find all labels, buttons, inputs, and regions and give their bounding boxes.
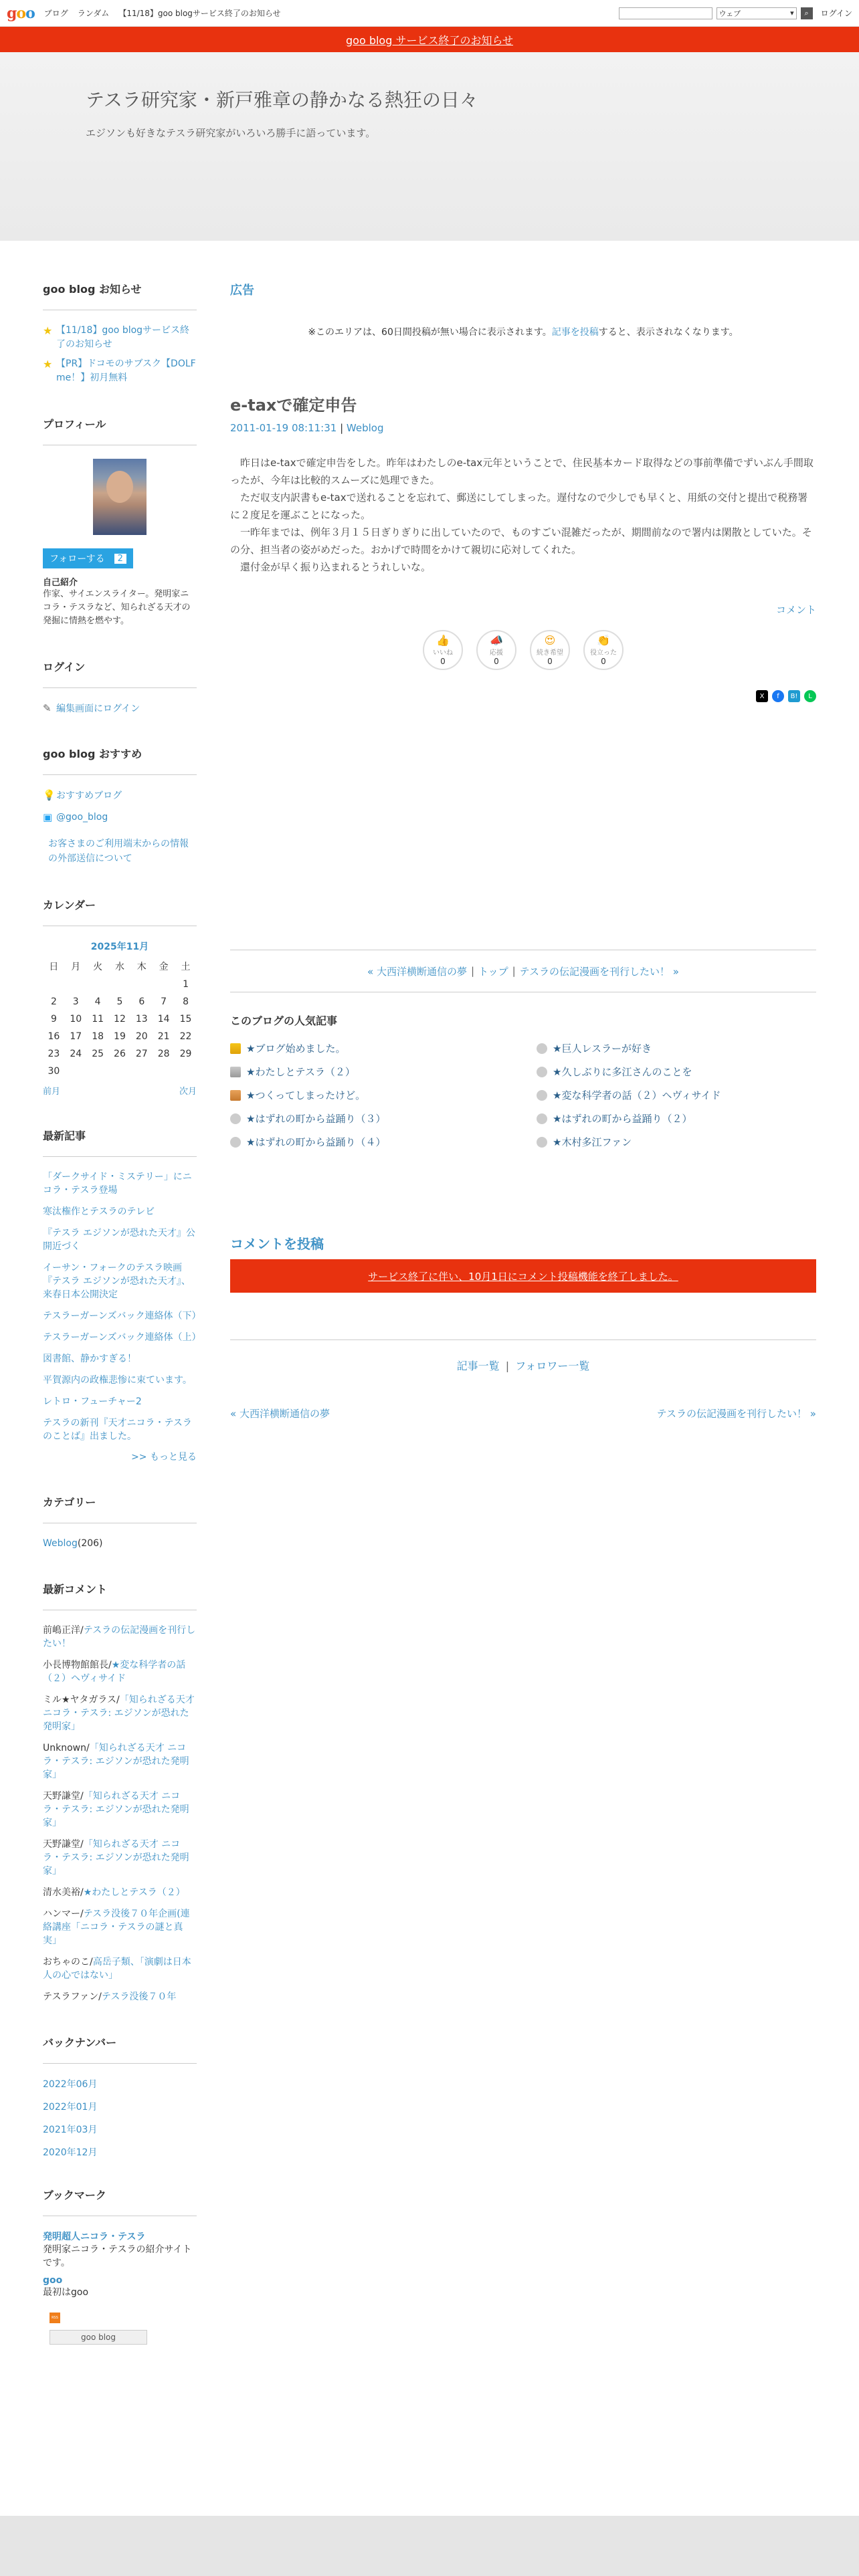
calendar-heading: カレンダー <box>43 897 197 926</box>
goo-notice-heading: goo blog お知らせ <box>43 281 197 310</box>
popular-item[interactable] <box>537 1041 816 1055</box>
blog-header <box>0 52 859 241</box>
popular-item[interactable] <box>537 1111 816 1125</box>
thumbs-up-icon: 👍 <box>436 634 450 647</box>
goo-notice-section <box>43 281 197 385</box>
rank-dot-icon <box>537 1113 547 1124</box>
ad-heading: 広告 <box>230 284 254 298</box>
external-transmission-link[interactable]: お客さまのご利用端末からの情報の外部送信について <box>48 839 189 864</box>
calendar-day: 4 <box>94 996 101 1007</box>
reaction-count: 0 <box>547 657 553 666</box>
calendar-day: 19 <box>114 1031 126 1042</box>
calendar-day: 28 <box>157 1049 170 1059</box>
calendar-day <box>109 976 131 993</box>
recent-comment-item <box>43 1693 197 1733</box>
recent-post-link[interactable]: 図書館、静かすぎる！ <box>43 1354 136 1364</box>
calendar-day: 30 <box>47 1066 60 1077</box>
post-date[interactable]: 2011-01-19 08:11:31 <box>230 422 337 434</box>
rank-crown-icon <box>230 1090 241 1101</box>
calendar-day: 6 <box>138 996 145 1007</box>
reaction-label: 続き希望 <box>537 649 563 657</box>
bookmark-link[interactable]: goo <box>43 2275 63 2286</box>
comment-author: 清水美裕/ <box>43 1887 84 1898</box>
calendar-day: 15 <box>179 1014 192 1025</box>
goo-notice-link[interactable]: 【PR】ドコモのサブスク【DOLF me！】初月無料 <box>56 358 196 383</box>
calendar-day <box>130 1063 153 1080</box>
calendar-day: 13 <box>135 1014 148 1025</box>
comment-author: 小長博物館館長/ <box>43 1660 112 1671</box>
profile-section <box>43 416 197 628</box>
goo-notice-link[interactable]: 【11/18】goo blogサービス終了のお知らせ <box>56 325 190 350</box>
calendar-week <box>43 1063 197 1080</box>
rank-dot-icon <box>537 1090 547 1101</box>
backnumber-section <box>43 2034 197 2156</box>
profile-intro-label: 自己紹介 <box>43 578 78 588</box>
bookmark-heading: ブックマーク <box>43 2187 197 2216</box>
article-list-link[interactable]: 記事一覧 <box>456 1360 500 1372</box>
recent-post-link[interactable]: 『テスラ エジソンが恐れた天才』公開近づく <box>43 1228 195 1252</box>
comment-author: おちゃのこ/ <box>43 1957 93 1967</box>
category-item[interactable] <box>43 1537 197 1550</box>
calendar-day: 22 <box>179 1031 192 1042</box>
recent-post-link[interactable]: レトロ・フューチャー2 <box>43 1396 142 1407</box>
popular-link[interactable]: ★つくってしまったけど。 <box>246 1089 366 1101</box>
recent-post-link[interactable]: 寒汰権作とテスラのテレビ <box>43 1206 155 1217</box>
popular-link[interactable]: ★久しぶりに多江さんのことを <box>553 1066 692 1078</box>
rank-dot-icon <box>537 1137 547 1148</box>
calendar-day <box>109 1063 131 1080</box>
global-toolbar <box>0 0 859 27</box>
calendar-week <box>43 1010 197 1028</box>
recommend-blog-link[interactable]: おすすめブログ <box>56 790 122 801</box>
goo-logo[interactable]: goo <box>7 4 35 22</box>
post-article-link[interactable]: 記事を投稿 <box>551 327 599 338</box>
profile-avatar[interactable] <box>93 459 147 535</box>
calendar-day <box>65 1063 87 1080</box>
star-icon: ★ <box>43 358 53 370</box>
recent-posts-list <box>43 1170 201 1443</box>
recent-post-link[interactable]: 平賀源内の政権悲惨に束ています。 <box>43 1375 192 1386</box>
popular-link[interactable]: ★巨人レスラーが好き <box>553 1043 652 1055</box>
popular-item[interactable] <box>230 1088 510 1102</box>
backnumber-link[interactable]: 2022年01月 <box>43 2102 98 2113</box>
clap-icon: 👏 <box>597 634 610 647</box>
post-paragraph: 還付金が早く振り込まれるとうれしいな。 <box>240 561 432 573</box>
calendar-day <box>130 976 153 993</box>
bookmark-desc: 発明家ニコラ・テスラの紹介サイトです。 <box>43 2244 192 2268</box>
recent-post-link[interactable]: テスラの新刊『天才ニコラ・テスラのことば』出ました。 <box>43 1418 192 1442</box>
recent-comments-heading: 最新コメント <box>43 1581 197 1610</box>
edit-login-link[interactable]: 編集画面にログイン <box>56 704 140 714</box>
service-end-notice <box>0 27 859 52</box>
post-title[interactable]: e-taxで確定申告 <box>230 396 357 415</box>
rss-icon[interactable]: RSS <box>50 2313 60 2323</box>
search-input[interactable] <box>619 7 712 19</box>
calendar-month[interactable]: 2025年11月 <box>90 942 149 952</box>
post-navigation: « 大西洋横断通信の夢 | トップ | テスラの伝記漫画を刊行したい！ » <box>230 950 816 992</box>
toplink-service-end[interactable]: 【11/18】goo blogサービス終了のお知らせ <box>118 9 281 18</box>
calendar-day <box>153 976 175 993</box>
follow-button[interactable] <box>43 548 133 568</box>
calendar-day: 7 <box>161 996 167 1007</box>
share-buttons <box>230 690 816 702</box>
popular-link[interactable]: ★はずれの町から益踊り（４） <box>246 1136 386 1148</box>
hatena-share-icon[interactable]: B! <box>788 690 800 702</box>
calendar-day: 8 <box>183 996 189 1007</box>
calendar-day: 18 <box>92 1031 104 1042</box>
bottom-post-navigation <box>230 1406 816 1420</box>
comment-author: ミル★ヤタガラス/ <box>43 1695 120 1705</box>
calendar-day <box>65 976 87 993</box>
calendar-day <box>87 1063 109 1080</box>
calendar-day: 10 <box>70 1014 82 1025</box>
content-container <box>0 241 859 2514</box>
calendar-day <box>43 976 65 993</box>
backnumber-link[interactable]: 2021年03月 <box>43 2125 98 2135</box>
calendar-prev-link[interactable]: 前月 <box>43 1087 61 1097</box>
calendar-day: 21 <box>157 1031 170 1042</box>
login-link[interactable]: ログイン <box>820 9 852 18</box>
calendar-week <box>43 993 197 1010</box>
megaphone-icon: 📣 <box>490 634 503 647</box>
calendar-day: 26 <box>114 1049 126 1059</box>
x-share-icon[interactable]: X <box>756 690 768 702</box>
recent-post-link[interactable]: テスラーガーンズバック連絡体（下） <box>43 1311 201 1321</box>
reaction-helpful[interactable] <box>583 630 624 670</box>
goo-blog-badge[interactable]: goo blog <box>50 2330 147 2345</box>
comment-article-link[interactable]: ★わたしとテスラ（２） <box>83 1887 185 1898</box>
post-paragraph: 昨日はe-taxで確定申告をした。昨年はわたしのe-tax元年ということで、住民基本カード取得などの事前準備でずいぶん手間取ったが、今年は比較的スムーズに処理できた。 <box>230 457 814 486</box>
popular-link[interactable]: ★変な科学者の話（２）ヘヴィサイド <box>553 1089 721 1101</box>
recent-post-item[interactable] <box>43 1226 197 1253</box>
search-icon: ⌕ <box>804 8 809 17</box>
list-navigation: 記事一覧 | フォロワー一覧 <box>230 1339 816 1373</box>
recent-post-item[interactable] <box>43 1374 197 1387</box>
top-link[interactable]: トップ <box>478 965 508 978</box>
search-scope-select[interactable] <box>717 7 797 19</box>
calendar-day: 1 <box>183 979 189 990</box>
calendar-weekday: 水 <box>114 962 124 972</box>
rank-crown-icon <box>230 1067 241 1077</box>
reaction-count: 0 <box>440 657 446 666</box>
search-scope-value: ウェブ <box>719 9 741 18</box>
popular-item[interactable] <box>537 1065 816 1079</box>
chevron-down-icon: ▾ <box>790 9 794 17</box>
comment-article-link[interactable]: ★変な科学者の話（２）ヘヴィサイド <box>43 1660 186 1684</box>
post-meta: 2011-01-19 08:11:31 | Weblog <box>230 422 384 434</box>
reaction-buttons <box>230 630 816 670</box>
blog-title[interactable]: テスラ研究家・新戸雅章の静かなる熱狂の日々 <box>86 89 478 111</box>
rank-dot-icon <box>230 1137 241 1148</box>
bookmark-desc: 最初はgoo <box>43 2287 89 2298</box>
bookmark-section <box>43 2187 197 2345</box>
backnumber-heading: バックナンバー <box>43 2034 197 2064</box>
comment-article-link[interactable]: 「知られざる天才 ニコラ・テスラ: エジソンが恐れた発明家」 <box>43 1791 189 1828</box>
edit-login-row[interactable] <box>43 702 197 715</box>
calendar-nav <box>43 1084 197 1097</box>
calendar-day: 23 <box>47 1049 60 1059</box>
recent-comment-item <box>43 1907 197 1947</box>
rank-dot-icon <box>537 1043 547 1054</box>
toplink-blog[interactable]: ブログ <box>43 9 68 18</box>
page-footer <box>0 2516 859 2576</box>
recent-post-link[interactable]: イーサン・フォークのテスラ映画『テスラ エジソンが恐れた天才』、来春日本公開決定 <box>43 1263 191 1300</box>
recommend-heading: goo blog おすすめ <box>43 746 197 775</box>
popular-link[interactable]: ★はずれの町から益踊り（２） <box>553 1113 692 1125</box>
calendar-day: 11 <box>92 1014 104 1025</box>
calendar-day: 12 <box>114 1014 126 1025</box>
comment-article-link[interactable]: 「知られざる天才 ニコラ・テスラ: エジソンが恐れた発明家」 <box>43 1743 189 1780</box>
sidebar <box>43 281 201 2375</box>
reaction-label: 応援 <box>490 649 503 657</box>
calendar-day: 14 <box>157 1014 170 1025</box>
calendar-week <box>43 1045 197 1063</box>
follow-label: フォローする <box>50 554 105 564</box>
recent-comment-item <box>43 1886 197 1899</box>
reaction-more[interactable] <box>530 630 570 670</box>
reaction-label: 役立った <box>590 649 617 657</box>
reaction-like[interactable] <box>423 630 463 670</box>
calendar-day <box>87 976 109 993</box>
toplink-random[interactable]: ランダム <box>77 9 110 18</box>
recent-post-link[interactable]: テスラーガーンズバック連絡体（上） <box>43 1332 201 1343</box>
calendar-day: 5 <box>116 996 123 1007</box>
rank-dot-icon <box>230 1113 241 1124</box>
calendar-day: 25 <box>92 1049 104 1059</box>
recent-post-item[interactable] <box>43 1416 197 1443</box>
calendar-section <box>43 897 197 1097</box>
prev-post-link[interactable]: « 大西洋横断通信の夢 <box>367 965 467 978</box>
heart-eyes-icon: 😍 <box>544 634 556 647</box>
recent-comment-item <box>43 1658 197 1685</box>
popular-list <box>230 1041 816 1149</box>
comment-author: Unknown/ <box>43 1743 90 1753</box>
ad-note-suffix: すると、表示されなくなります。 <box>598 327 739 338</box>
calendar-weekday: 土 <box>181 962 191 972</box>
lightbulb-icon: 💡 <box>43 789 56 801</box>
recommend-item[interactable] <box>43 788 197 802</box>
comment-author: 天野謙堂/ <box>43 1839 84 1850</box>
calendar-day: 29 <box>179 1049 192 1059</box>
calendar-week <box>43 1028 197 1045</box>
reaction-count: 0 <box>494 657 499 666</box>
calendar-day <box>175 1063 197 1080</box>
calendar-weekday: 木 <box>136 962 147 972</box>
calendar-next-link[interactable]: 次月 <box>179 1087 197 1097</box>
recent-post-item[interactable] <box>43 1331 201 1344</box>
popular-item[interactable] <box>230 1111 510 1125</box>
profile-heading: プロフィール <box>43 416 197 445</box>
comment-article-link[interactable]: テスラ没後７０年 <box>101 1992 177 2002</box>
popular-link[interactable]: ★木村多江ファン <box>553 1136 632 1148</box>
search-button[interactable] <box>801 7 813 19</box>
pencil-icon: ✎ <box>43 702 52 714</box>
backnumber-link[interactable]: 2020年12月 <box>43 2147 98 2156</box>
more-posts-link[interactable]: >> もっと見る <box>131 1452 197 1463</box>
ad-note-prefix: ※このエリアは、60日間投稿が無い場合に表示されます。 <box>308 327 552 338</box>
comment-author: 前嶋正洋/ <box>43 1625 84 1636</box>
post-category[interactable]: Weblog <box>346 422 384 434</box>
calendar-weekday: 火 <box>93 962 103 972</box>
post-paragraph: 一昨年までは、例年３月１５日ぎりぎりに出していたので、ものすごい混雑だったが、期間前なので署内は閑散としていた。その分、担当者の姿がめだった。おかげで時間をかけて親切に応対してくれた。 <box>230 526 812 556</box>
recent-post-link[interactable]: 「ダークサイド・ミステリー」にニコラ・テスラ登場 <box>43 1172 192 1196</box>
popular-item[interactable] <box>230 1135 510 1149</box>
recent-comment-item <box>43 1955 197 1982</box>
recent-posts-heading: 最新記事 <box>43 1128 197 1157</box>
comment-form-heading: コメントを投稿 <box>230 1236 324 1252</box>
login-section <box>43 659 197 715</box>
calendar-day: 17 <box>70 1031 82 1042</box>
comment-link[interactable]: コメント <box>775 604 816 616</box>
rank-dot-icon <box>537 1067 547 1077</box>
recent-comment-item <box>43 1624 197 1650</box>
recent-comments-section <box>43 1581 197 2004</box>
recent-post-item[interactable] <box>43 1395 197 1408</box>
calendar-day <box>153 1063 175 1080</box>
recent-post-item[interactable] <box>43 1205 197 1218</box>
rank-crown-icon <box>230 1043 241 1054</box>
category-heading: カテゴリー <box>43 1494 197 1523</box>
calendar-day: 20 <box>135 1031 148 1042</box>
recent-post-item[interactable] <box>43 1309 201 1323</box>
reaction-cheer[interactable] <box>476 630 516 670</box>
goo-notice-item[interactable] <box>43 357 197 385</box>
calendar-table <box>43 957 197 1080</box>
calendar-week <box>43 976 197 993</box>
main-content <box>230 281 816 1420</box>
follower-list-link[interactable]: フォロワー一覧 <box>515 1360 590 1372</box>
comment-article-link[interactable]: 高岳子類、「演劇は日本人の心ではない」 <box>43 1957 191 1981</box>
backnumber-list[interactable] <box>43 2077 197 2156</box>
bottom-prev-link[interactable]: « 大西洋横断通信の夢 <box>230 1408 330 1420</box>
recent-comment-item <box>43 1790 197 1830</box>
recent-comment-item <box>43 1990 197 2004</box>
popular-item[interactable] <box>230 1065 510 1079</box>
recent-post-item[interactable] <box>43 1352 197 1366</box>
popular-item[interactable] <box>537 1135 816 1149</box>
service-end-notice-link[interactable]: goo blog サービス終了のお知らせ <box>346 33 513 47</box>
ad-note <box>230 325 816 338</box>
recent-comment-item <box>43 1838 197 1878</box>
calendar-day: 9 <box>50 1014 57 1025</box>
bookmark-link[interactable]: 発明超人ニコラ・テスラ <box>43 2232 146 2242</box>
calendar-weekday: 月 <box>71 962 81 972</box>
calendar-day: 2 <box>50 996 57 1007</box>
next-post-link[interactable]: テスラの伝記漫画を刊行したい！ » <box>519 965 679 978</box>
backnumber-link[interactable]: 2022年06月 <box>43 2079 98 2090</box>
popular-item[interactable] <box>230 1041 510 1055</box>
twitter-icon: ▣ <box>43 811 53 823</box>
calendar-day: 3 <box>72 996 79 1007</box>
recent-comment-item <box>43 1741 197 1782</box>
popular-link[interactable]: ★ブログ始めました。 <box>246 1043 346 1055</box>
goo-notice-item[interactable] <box>43 324 197 352</box>
popular-heading: このブログの人気記事 <box>230 1014 338 1027</box>
reaction-label: いいね <box>433 649 453 657</box>
recent-post-item[interactable] <box>43 1261 197 1301</box>
comment-closed-text[interactable]: サービス終了に伴い、10月1日にコメント投稿機能を終了しました。 <box>368 1270 678 1283</box>
popular-item[interactable] <box>537 1088 816 1102</box>
calendar-day: 24 <box>70 1049 82 1059</box>
category-count: (206) <box>77 1538 103 1549</box>
calendar-weekday: 金 <box>159 962 169 972</box>
recent-post-item[interactable] <box>43 1170 197 1197</box>
comment-author: ハンマー/ <box>43 1909 84 1919</box>
blog-description: エジソンも好きなテスラ研究家がいろいろ勝手に語っています。 <box>86 127 376 139</box>
post-paragraph: ただ収支内訳書もe-taxで送れることを忘れて、郵送にしてしまった。遅付なので少しでも早くと、用紙の交付と提出で税務署に２度足を運ぶことになった。 <box>230 492 808 521</box>
calendar-weekday: 日 <box>49 962 59 972</box>
category-link[interactable]: Weblog <box>43 1538 78 1549</box>
popular-link[interactable]: ★わたしとテスラ（２） <box>246 1066 355 1078</box>
category-section <box>43 1494 197 1550</box>
comment-article-link[interactable]: 「知られざる天才 ニコラ・テスラ: エジソンが恐れた発明家」 <box>43 1839 189 1876</box>
bottom-next-link[interactable]: テスラの伝記漫画を刊行したい！ » <box>656 1408 816 1420</box>
popular-link[interactable]: ★はずれの町から益踊り（３） <box>246 1113 386 1125</box>
reaction-count: 0 <box>601 657 606 666</box>
post-body <box>230 454 816 576</box>
comment-article-link[interactable]: 「知られざる天才 ニコラ・テスラ: エジソンが恐れた発明家」 <box>43 1695 195 1732</box>
follow-count: 2 <box>114 554 126 564</box>
line-share-icon[interactable]: L <box>804 690 816 702</box>
calendar-day: 16 <box>47 1031 60 1042</box>
comment-article-link[interactable]: テスラの伝記漫画を刊行したい！ <box>43 1625 196 1649</box>
login-heading: ログイン <box>43 659 197 688</box>
calendar-day: 27 <box>135 1049 148 1059</box>
comment-article-link[interactable]: テスラ没後７０年企画(連絡講座「ニコラ・テスラの謎と真実」 <box>43 1909 190 1946</box>
goo-blog-twitter-link[interactable]: @goo_blog <box>56 812 108 823</box>
comment-author: テスラファン/ <box>43 1992 102 2002</box>
facebook-share-icon[interactable]: f <box>772 690 784 702</box>
star-icon: ★ <box>43 324 53 337</box>
profile-intro-text: 作家、サイエンスライター。発明家ニコラ・テスラなど、知られざる天才の発掘に情熱を燃やす。 <box>43 589 191 626</box>
recent-comments-list <box>43 1624 197 2004</box>
comment-author: 天野謙堂/ <box>43 1791 84 1802</box>
recent-posts-section <box>43 1128 201 1463</box>
comment-closed-notice[interactable] <box>230 1259 816 1293</box>
search-area <box>619 7 852 19</box>
recommend-section <box>43 746 197 866</box>
recommend-item[interactable] <box>43 811 197 823</box>
